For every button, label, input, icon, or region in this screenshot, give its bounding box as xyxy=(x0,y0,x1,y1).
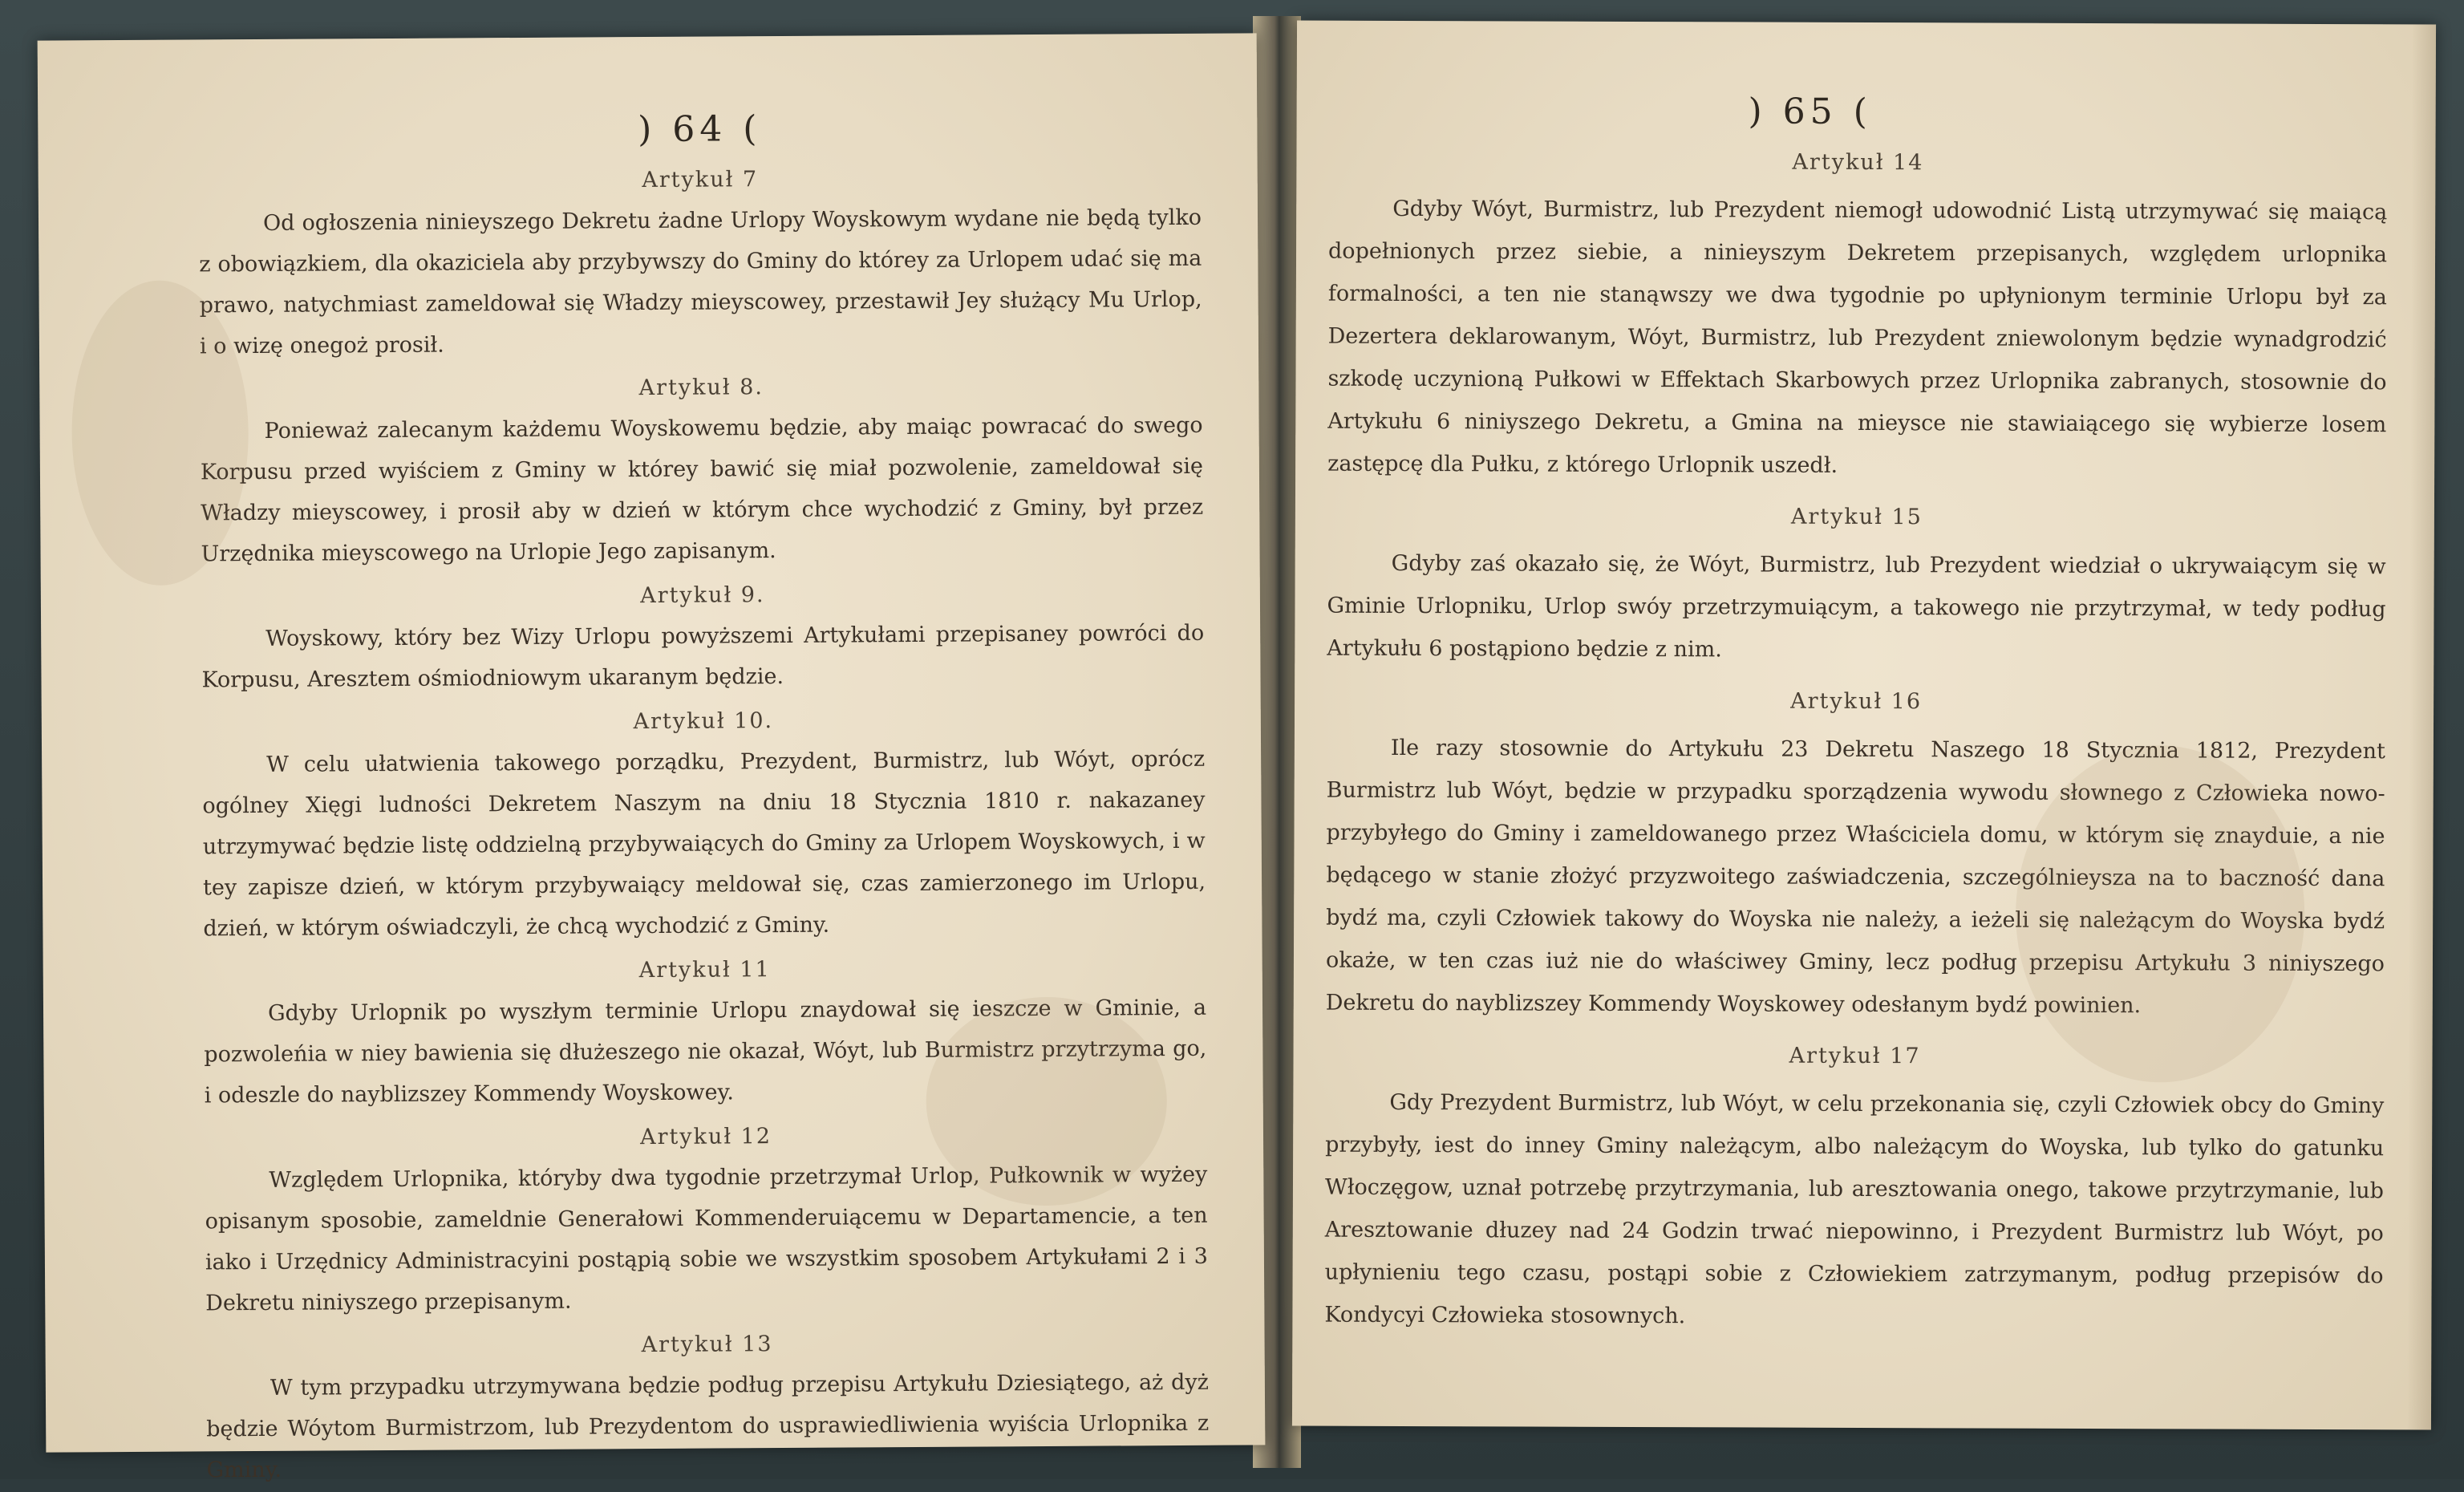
article-text: Ile razy stosownie do Artykułu 23 Dekretu Naszego 18 Stycznia 1812, Prezydent Burmistrz lub Wóyt, będzie w przypadku sporządzenia wywodu słownego z Człowieka nowo-przybyłego do Gminy i zameldowanego przez Właściciela domu, w którym się znayduie, a nie będącego w stanie złożyć przyzwoitego zaświadczenia, szczególnieysza na to baczność dana bydź ma, czyli Człowiek takowy do Woyska nie należy, a ieżeli się należącym do Woyska bydź okaże, w ten czas iuż nie do właściwey Gminy, lecz podług przepisu Artykułu 3 niniyszego Dekretu do nayblizszey Kommendy Woyskowey odesłanym bydź powinien. xyxy=(1325,735,2385,1019)
article xyxy=(205,1121,1208,1324)
article-text: Woyskowy, który bez Wizy Urlopu powyższemi Artykułami przepisaney powróci do Korpusu, Aresztem ośmiodniowym ukaranym będzie. xyxy=(201,620,1205,693)
page-edge xyxy=(2407,24,2436,1429)
article-text: Ponieważ zalecanym każdemu Woyskowemu będzie, aby maiąc powracać do swego Korpusu przed wyiściem z Gminy w którey bawić się miał pozwolenie, zameldował się Władzy mieyscowey, i prosił aby w dzień w którym chce wychodzić z Gminy, był przez Urzędnika mieyscowego na Urlopie Jego zapisanym. xyxy=(200,412,1204,567)
article-heading: Artykuł 8. xyxy=(638,375,764,401)
article-text: Gdyby zaś okazało się, że Wóyt, Burmistrz, lub Prezydent wiedział o ukrywaiącym się w Gminie Urlopniku, Urlop swóy przetrzymuiącym, a takowego nie przytrzymał, w tedy podług Artykułu 6 postąpiono będzie z nim. xyxy=(1327,550,2386,663)
article xyxy=(1327,503,2386,674)
article xyxy=(202,706,1206,950)
article-text: Gdy Prezydent Burmistrz, lub Wóyt, w celu przekonania się, czyli Człowiek obcy do Gminy przybyły, iest do inney Gminy należącym, albo należącym do Woyska, lub tylko do gatunku Włoczęgow, uznał potrzebę przytrzymania, lub aresztowania onego, takowe przytrzymanie, lub Aresztowanie dłuzey nad 24 Godzin trwać niepowinno, i Prezydent Burmistrz lub Wóyt, po upłynieniu tego czasu, postąpi sobie z Człowiekiem zatrzymanym, podług przepisów do Kondycyi Człowieka stosownych. xyxy=(1324,1089,2385,1329)
article-text: W tym przypadku utrzymywana będzie podług przepisu Artykułu Dziesiątego, aż dyż będzie Wóytom Burmistrzom, lub Prezydentom do usprawiedliwienia wyiścia Urlopnika z Gminy. xyxy=(206,1369,1210,1483)
article xyxy=(1327,148,2387,489)
page-number: ) 64 ( xyxy=(638,108,762,151)
article-heading: Artykuł 11 xyxy=(638,957,771,983)
article-text: Od ogłoszenia ninieyszego Dekretu żadne Urlopy Woyskowym wydane nie będą tylko z obowiązkiem, dla okaziciela aby przybywszy do Gminy do którey za Urlopem udać się ma prawo, natychmiast zameldował się Władzy mieyscowey, przestawił Jey służący Mu Urlop, i o wizę onegoż prosił. xyxy=(199,205,1202,359)
article-heading: Artykuł 17 xyxy=(1789,1043,1921,1069)
right-page xyxy=(1292,21,2436,1430)
article-heading: Artykuł 10. xyxy=(633,708,774,735)
article-heading: Artykuł 13 xyxy=(641,1332,773,1358)
article-text: W celu ułatwienia takowego porządku, Prezydent, Burmistrz, lub Wóyt, oprócz ogólney Xięgi ludności Dekretem Naszym na dniu 18 Stycznia 1810 r. nakazaney utrzymywać będzie listę oddzielną przybywaiących do Gminy za Urlopem Woyskowych, i w tey zapisze dzień, w którym przybywaiący meldował się, czas zamierzonego im Urlopu, dzień, w którym oświadczyli, że chcą wychodzić z Gminy. xyxy=(202,746,1206,942)
article xyxy=(1324,1042,2384,1340)
article-text: Względem Urlopnika, któryby dwa tygodnie przetrzymał Urlop, Pułkownik w wyżey opisanym sposobie, zameldnie Generałowi Kommenderuiącemu w Departamencie, a ten iako i Urzędnicy Administracyini postąpią sobie we wszystkim sposobem Artykułami 2 i 3 Dekretu niniyszego przepisanym. xyxy=(205,1162,1209,1316)
article-heading: Artykuł 16 xyxy=(1790,688,1923,715)
article-heading: Artykuł 7 xyxy=(642,167,759,193)
article-heading: Artykuł 12 xyxy=(639,1124,772,1150)
article xyxy=(199,164,1202,367)
article xyxy=(204,955,1207,1117)
article-heading: Artykuł 9. xyxy=(640,582,765,609)
article-heading: Artykuł 14 xyxy=(1792,149,1924,176)
article-heading: Artykuł 15 xyxy=(1790,504,1923,530)
article xyxy=(206,1329,1210,1491)
page-number: ) 65 ( xyxy=(1748,91,1872,133)
left-page xyxy=(38,33,1266,1483)
article xyxy=(1326,687,2385,1028)
article-text: Gdyby Wóyt, Burmistrz, lub Prezydent niemogł udowodnić Listą utrzymywać się maiącą dopełnionych przez siebie, a ninieyszym Dekretem przepisanych, względem urlopnika formalności, a ten nie stanąwszy we dwa tygodnie po upłynionym terminie Urlopu był za Dezertera deklarowanym, Wóyt, Burmistrz, lub Prezydent zniewolonym będzie wynadgrodzić szkodę uczynioną Pułkowi w Effektach Skarbowych przez Urlopnika zabranych, stosownie do Artykułu 6 niniyszego Dekretu, a Gmina na mieysce nie stawiaiącego się wybierze losem zastępcę dla Pułku, z którego Urlopnik uszedł. xyxy=(1327,196,2388,478)
article xyxy=(200,372,1203,575)
article-text: Gdyby Urlopnik po wyszłym terminie Urlopu znaydował się ieszcze w Gminie, a pozwoleńia w niey bawienia się dłużeszego nie okazał, Wóyt, lub Burmistrz przytrzyma go, i odeszle do nayblizszey Kommendy Woyskowey. xyxy=(204,995,1207,1109)
article xyxy=(201,580,1205,701)
